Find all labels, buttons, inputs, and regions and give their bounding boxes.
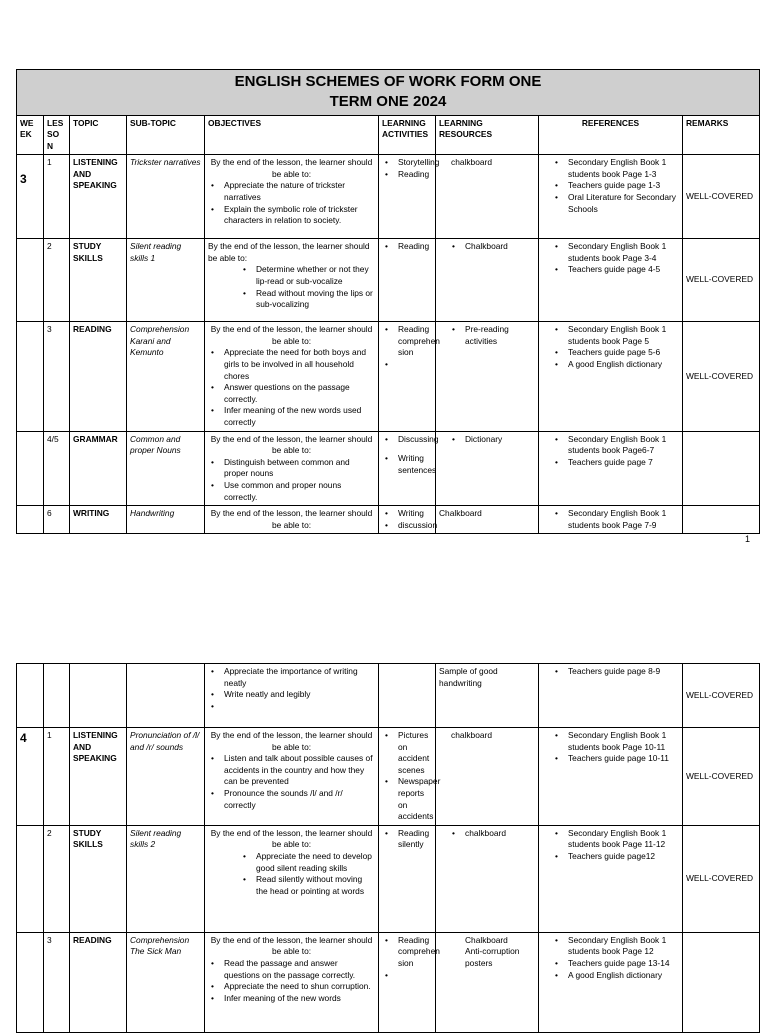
activities-cell	[379, 239, 436, 322]
week-cell	[17, 728, 44, 826]
objective-item: • Distinguish between common and proper nouns	[224, 457, 375, 480]
remarks-cell: WELL-COVERED	[683, 728, 760, 826]
resource-item: • Dictionary	[465, 434, 535, 446]
scheme-table-page-2	[16, 663, 760, 1033]
objectives-cell	[205, 239, 379, 322]
activity-item: • Pictures on accident scenes	[398, 730, 432, 776]
activity-item	[398, 359, 432, 370]
objective-item: • Answer questions on the passage correctly.	[224, 382, 375, 405]
references-cell	[539, 664, 683, 728]
header-references: REFERENCES	[539, 115, 683, 155]
activity-item: • Storytelling	[398, 157, 432, 169]
activity-item: • discussion	[398, 520, 432, 532]
reference-item: • Secondary English Book 1 students book Page 3-4	[568, 241, 679, 264]
week-cell	[17, 431, 44, 506]
subtopic-cell: Comprehension The Sick Man	[127, 932, 205, 1032]
week-cell	[17, 932, 44, 1032]
objective-item: • Explain the symbolic role of trickster characters in relation to society.	[224, 204, 375, 227]
remarks-cell	[683, 431, 760, 506]
resources-cell	[436, 932, 539, 1032]
title-line-1: ENGLISH SCHEMES OF WORK FORM ONE	[234, 73, 542, 90]
activity-item: • Reading silently	[398, 828, 432, 851]
objective-lead: By the end of the lesson, the learner should be able to:	[210, 827, 373, 850]
reference-item: • Secondary English Book 1 students book Page 7-9	[568, 508, 679, 531]
activity-item: • Newspaper reports on accidents	[398, 776, 432, 822]
header-remarks: REMARKS	[683, 115, 760, 155]
activity-item: • Reading	[398, 241, 432, 253]
resources-cell	[436, 322, 539, 431]
lesson-cell: 3	[44, 932, 70, 1032]
topic-cell: WRITING	[70, 506, 127, 534]
resource-item: • Chalkboard	[465, 241, 535, 253]
objective-item: • Appreciate the need to develop good silent reading skills	[256, 851, 375, 874]
objectives-cell	[205, 155, 379, 239]
activity-item	[398, 970, 432, 981]
objective-item: • Determine whether or not they lip-read or sub-vocalize	[256, 264, 375, 287]
lesson-cell: 1	[44, 155, 70, 239]
resource-item: • chalkboard	[465, 828, 535, 840]
header-subtopic: SUB-TOPIC	[127, 115, 205, 155]
activity-item: • Reading	[398, 169, 432, 181]
resource-text: chalkboard	[451, 157, 492, 168]
remarks-cell	[683, 506, 760, 534]
title-line-2: TERM ONE 2024	[329, 93, 447, 111]
objectives-cell	[205, 322, 379, 431]
references-cell	[539, 825, 683, 932]
objective-item: • Appreciate the importance of writing neatly	[224, 666, 375, 689]
subtopic-cell: Silent reading skills 2	[127, 825, 205, 932]
remarks-cell: WELL-COVERED	[683, 664, 760, 728]
references-cell	[539, 431, 683, 506]
week-cell	[17, 506, 44, 534]
reference-item: • Teachers guide page 8-9	[568, 666, 679, 678]
table-row	[17, 825, 760, 932]
topic-cell: READING	[70, 932, 127, 1032]
subtopic-cell	[127, 664, 205, 728]
reference-item: • Secondary English Book 1 students book Page 12	[568, 935, 679, 958]
objective-lead: By the end of the lesson, the learner should be able to:	[210, 730, 373, 752]
table-row	[17, 506, 760, 534]
topic-cell: LISTENING AND SPEAKING	[70, 728, 127, 826]
objective-lead: By the end of the lesson, the learner should be able to:	[210, 433, 373, 456]
week-number: 3	[20, 172, 27, 187]
objective-item: • Read silently without moving the head or pointing at words	[256, 874, 375, 897]
scheme-table-page-1	[16, 69, 760, 534]
remarks-cell: WELL-COVERED	[683, 155, 760, 239]
activities-cell	[379, 728, 441, 826]
topic-cell: LISTENING AND SPEAKING	[70, 155, 127, 239]
remarks-cell: WELL-COVERED	[683, 825, 760, 932]
lesson-cell: 6	[44, 506, 70, 534]
reference-item: • A good English dictionary	[568, 970, 679, 982]
activity-item: • Writing sentences	[398, 453, 432, 476]
page-title	[17, 70, 760, 116]
week-cell	[17, 239, 44, 322]
reference-item: • Teachers guide page 7	[568, 457, 679, 469]
subtopic-cell: Trickster narratives	[127, 155, 205, 239]
header-week: WE EK	[17, 115, 44, 155]
resources-cell	[436, 431, 539, 506]
reference-item: • Teachers guide page12	[568, 851, 679, 863]
objective-item: • Appreciate the nature of trickster narratives	[224, 180, 375, 203]
objective-item	[224, 701, 375, 712]
header-activities: LEARNING ACTIVITIES	[379, 115, 436, 155]
reference-item: • A good English dictionary	[568, 359, 679, 371]
objectives-cell	[205, 728, 379, 826]
header-lesson: LES SO N	[44, 115, 70, 155]
subtopic-cell: Comprehension Karani and Kemunto	[127, 322, 205, 431]
topic-cell	[70, 664, 127, 728]
subtopic-cell: Pronunciation of /l/ and /r/ sounds	[127, 728, 205, 826]
reference-item: • Secondary English Book 1 students book Page 10-11	[568, 730, 679, 753]
week-cell	[17, 664, 44, 728]
remarks-cell	[683, 932, 760, 1032]
objective-lead: By the end of the lesson, the learner should be able to:	[210, 508, 373, 530]
activities-cell	[379, 155, 440, 239]
activities-cell	[379, 825, 436, 932]
reference-item: • Secondary English Book 1 students book Page6-7	[568, 434, 679, 457]
lesson-cell	[44, 664, 70, 728]
table-row	[17, 932, 760, 1032]
references-cell	[539, 506, 683, 534]
week-cell	[17, 155, 44, 239]
topic-cell: GRAMMAR	[70, 431, 127, 506]
references-cell	[539, 155, 683, 239]
reference-item: • Secondary English Book 1 students book Page 5	[568, 324, 679, 347]
objectives-cell	[205, 506, 379, 534]
objectives-cell	[205, 664, 379, 728]
header-resources: LEARNING RESOURCES	[436, 115, 539, 155]
resources-cell: Sample of good handwriting	[436, 664, 539, 728]
references-cell	[539, 728, 683, 826]
remarks-cell: WELL-COVERED	[683, 239, 760, 322]
objectives-cell	[205, 431, 379, 506]
activity-item: • Writing	[398, 508, 432, 520]
activity-item: • Reading comprehen sion	[398, 324, 432, 359]
header-objectives: OBJECTIVES	[205, 115, 379, 155]
table-row	[17, 155, 760, 239]
objective-lead: By the end of the lesson, the learner should be able to:	[210, 157, 373, 179]
activities-cell	[379, 431, 439, 506]
objective-item: • Listen and talk about possible causes of accidents in the country and how they can be prevented	[224, 753, 375, 788]
reference-item: • Secondary English Book 1 students book Page 11-12	[568, 828, 679, 851]
resource-text: Chalkboard Anti-corruption posters	[465, 934, 520, 968]
topic-cell: STUDY SKILLS	[70, 825, 127, 932]
reference-item: • Teachers guide page 4-5	[568, 264, 679, 276]
objectives-cell	[205, 825, 379, 932]
table-row	[17, 431, 760, 506]
reference-item: • Oral Literature for Secondary Schools	[568, 192, 679, 215]
objective-item: • Infer meaning of the new words used correctly	[224, 405, 375, 428]
lesson-cell: 1	[44, 728, 70, 826]
resource-text: chalkboard	[451, 730, 492, 740]
objective-item: • Read without moving the lips or sub-vocalizing	[256, 288, 375, 311]
objective-lead: By the end of the lesson, the learner should be able to:	[208, 241, 370, 263]
reference-item: • Secondary English Book 1 students book Page 1-3	[568, 157, 679, 180]
lesson-cell: 4/5	[44, 431, 70, 506]
activity-item: • Reading comprehen sion	[398, 935, 432, 970]
resources-cell	[436, 728, 539, 826]
lesson-cell: 3	[44, 322, 70, 431]
objectives-cell	[205, 932, 379, 1032]
objective-item: • Infer meaning of the new words	[224, 993, 375, 1005]
activities-cell	[379, 664, 436, 728]
remarks-cell: WELL-COVERED	[683, 322, 760, 431]
objective-item: • Appreciate the need to shun corruption.	[224, 981, 375, 993]
objective-item: • Read the passage and answer questions on the passage correctly.	[224, 958, 375, 981]
activities-cell	[379, 506, 436, 534]
topic-cell: READING	[70, 322, 127, 431]
subtopic-cell: Silent reading skills 1	[127, 239, 205, 322]
resource-item: • Pre-reading activities	[465, 324, 535, 347]
objective-item: • Appreciate the need for both boys and girls to be involved in all household chores	[224, 347, 375, 382]
subtopic-cell: Common and proper Nouns	[127, 431, 205, 506]
week-number: 4	[20, 731, 27, 745]
reference-item: • Teachers guide page 1-3	[568, 180, 679, 192]
table-row	[17, 728, 760, 826]
references-cell	[539, 322, 683, 431]
week-cell	[17, 322, 44, 431]
table-row	[17, 322, 760, 431]
header-row	[17, 115, 760, 155]
objective-lead: By the end of the lesson, the learner should be able to:	[210, 934, 373, 957]
objective-lead: By the end of the lesson, the learner should be able to:	[210, 324, 373, 346]
table-row	[17, 664, 760, 728]
resources-cell	[436, 239, 539, 322]
resources-cell	[436, 825, 539, 932]
lesson-cell: 2	[44, 239, 70, 322]
activities-cell	[379, 322, 440, 431]
page-number: 1	[745, 534, 751, 544]
objective-item: • Write neatly and legibly	[224, 689, 375, 701]
subtopic-cell: Handwriting	[127, 506, 205, 534]
topic-cell: STUDY SKILLS	[70, 239, 127, 322]
table-row	[17, 239, 760, 322]
reference-item: • Teachers guide page 5-6	[568, 347, 679, 359]
objective-item: • Use common and proper nouns correctly.	[224, 480, 375, 503]
lesson-cell: 2	[44, 825, 70, 932]
header-topic: TOPIC	[70, 115, 127, 155]
resources-cell: Chalkboard	[436, 506, 539, 534]
activities-cell	[379, 932, 440, 1032]
week-cell	[17, 825, 44, 932]
references-cell	[539, 932, 683, 1032]
title-row	[17, 70, 760, 116]
references-cell	[539, 239, 683, 322]
objective-item: • Pronounce the sounds /l/ and /r/ correctly	[224, 788, 375, 811]
reference-item: • Teachers guide page 13-14	[568, 958, 679, 970]
resources-cell	[436, 155, 539, 239]
activity-item: • Discussing	[398, 434, 432, 446]
reference-item: • Teachers guide page 10-11	[568, 753, 679, 765]
